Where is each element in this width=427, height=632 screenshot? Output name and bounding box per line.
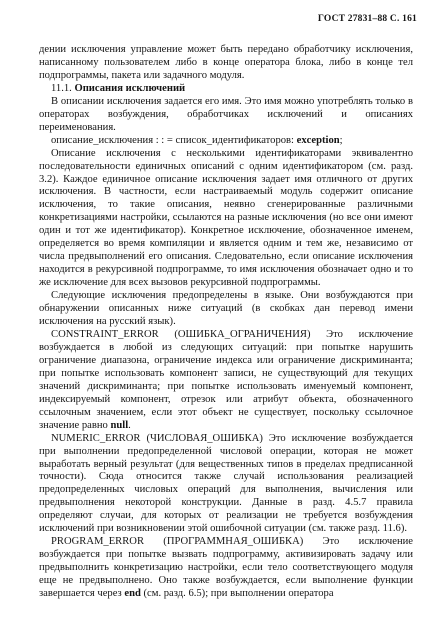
keyword-null: null: [110, 419, 129, 431]
paragraph-exception-name: В описании исключения задается его имя. Это имя можно употреблять только в операторах возбуждения, обработчиках исключений и описаниях переименования.: [39, 95, 413, 133]
constraint-error-text: CONSTRAINT_ERROR (ОШИБКА_ОГРАНИЧЕНИЯ) Это исключение возбуждается в любой из следующих ситуаций: при попытке нарушить ограничение диапазона, ограничение индекса или ограничение дискриминанта; при попытке использовать компонент записи, не существующий для текущих значений дискриминанта; при попытке использовать именуемый компонент, индексируемый компонент, отрезок или атрибут объекта, обозначенного ссылочным значением, если этот объект не существует, поскольку ссылочное значение равно: [39, 328, 413, 431]
constraint-error-end: .: [128, 419, 131, 431]
paragraph-numeric-error: NUMERIC_ERROR (ЧИСЛОВАЯ_ОШИБКА) Это исключение возбуждается при выполнении предопределенной числовой операции, которая не может выработать верный результат (для вещественных типов в пределах предписанной точности). Сюда относится также случай использования реализацией предопределенных числовых операций для выполнения, вычисления или предвыполнения некоторой конструкции. Данные в разд. 4.5.7 правила определяют случаи, для которых от реализации не требуется возбуждения исключений при возникновении этой ошибочной ситуации (см. также разд. 11.6).: [39, 432, 413, 535]
syntax-rule: [39, 135, 413, 148]
page-header: ГОСТ 27831–88 С. 161: [317, 14, 417, 24]
program-error-text: PROGRAM_ERROR (ПРОГРАММНАЯ_ОШИБКА) Это исключение возбуждается при попытке вызвать подпрограмму, активизировать задачу или предвыполнить конкретизацию настройки, если тело соответствующего модуля еще не предвыполнено. Оно также возбуждается, если выполнение функции завершается через: [39, 536, 413, 600]
section-title: Описания исключений: [74, 82, 186, 94]
keyword-end: end: [124, 588, 141, 600]
paragraph-program-error: [39, 536, 413, 601]
syntax-keyword-exception: exception: [296, 134, 340, 146]
paragraph-predefined: Следующие исключения предопределены в языке. Они возбуждаются при обнаружении описанных ниже ситуаций (в скобках дан перевод имени исключения на русский язык).: [39, 290, 413, 328]
section-number: 11.1.: [51, 82, 72, 94]
syntax-rule-lhs: описание_исключения : : = список_идентификаторов:: [51, 134, 295, 146]
paragraph-continued: дении исключения управление может быть передано обработчику исключения, написанному пользователем либо в конце оператора блока, либо в конце тел подпрограммы, пакета или задачного модуля.: [39, 44, 413, 81]
paragraph-multiple-identifiers: Описание исключения с несколькими идентификаторами эквивалентно последовательности единичных описаний с одним идентификатором (см. разд. 3.2). Каждое единичное описание исключения задает имя отличного от других исключения. В частности, если настраиваемый модуль содержит описание исключения, то такие описания, неявно сгенерированные различными конкретизациями настройки, ссылаются на разные исключения (но все они имеют один и тот же идентификатор). Конкретное исключение, обозначенное именем, определяется во время компиляции и является одним и тем же, независимо от числа предвыполнений его описания. Следовательно, если описание исключения находится в рекурсивной подпрограмме, то имя исключения обозначает одно и то же исключение для всех вызовов рекурсивной подпрограммы.: [39, 147, 413, 289]
program-error-end: (см. разд. 6.5); при выполнении оператора: [143, 588, 334, 600]
syntax-rule-end: ;: [339, 134, 343, 146]
section-heading: [39, 83, 413, 96]
body-text: [39, 44, 413, 601]
paragraph-constraint-error: [39, 329, 413, 433]
